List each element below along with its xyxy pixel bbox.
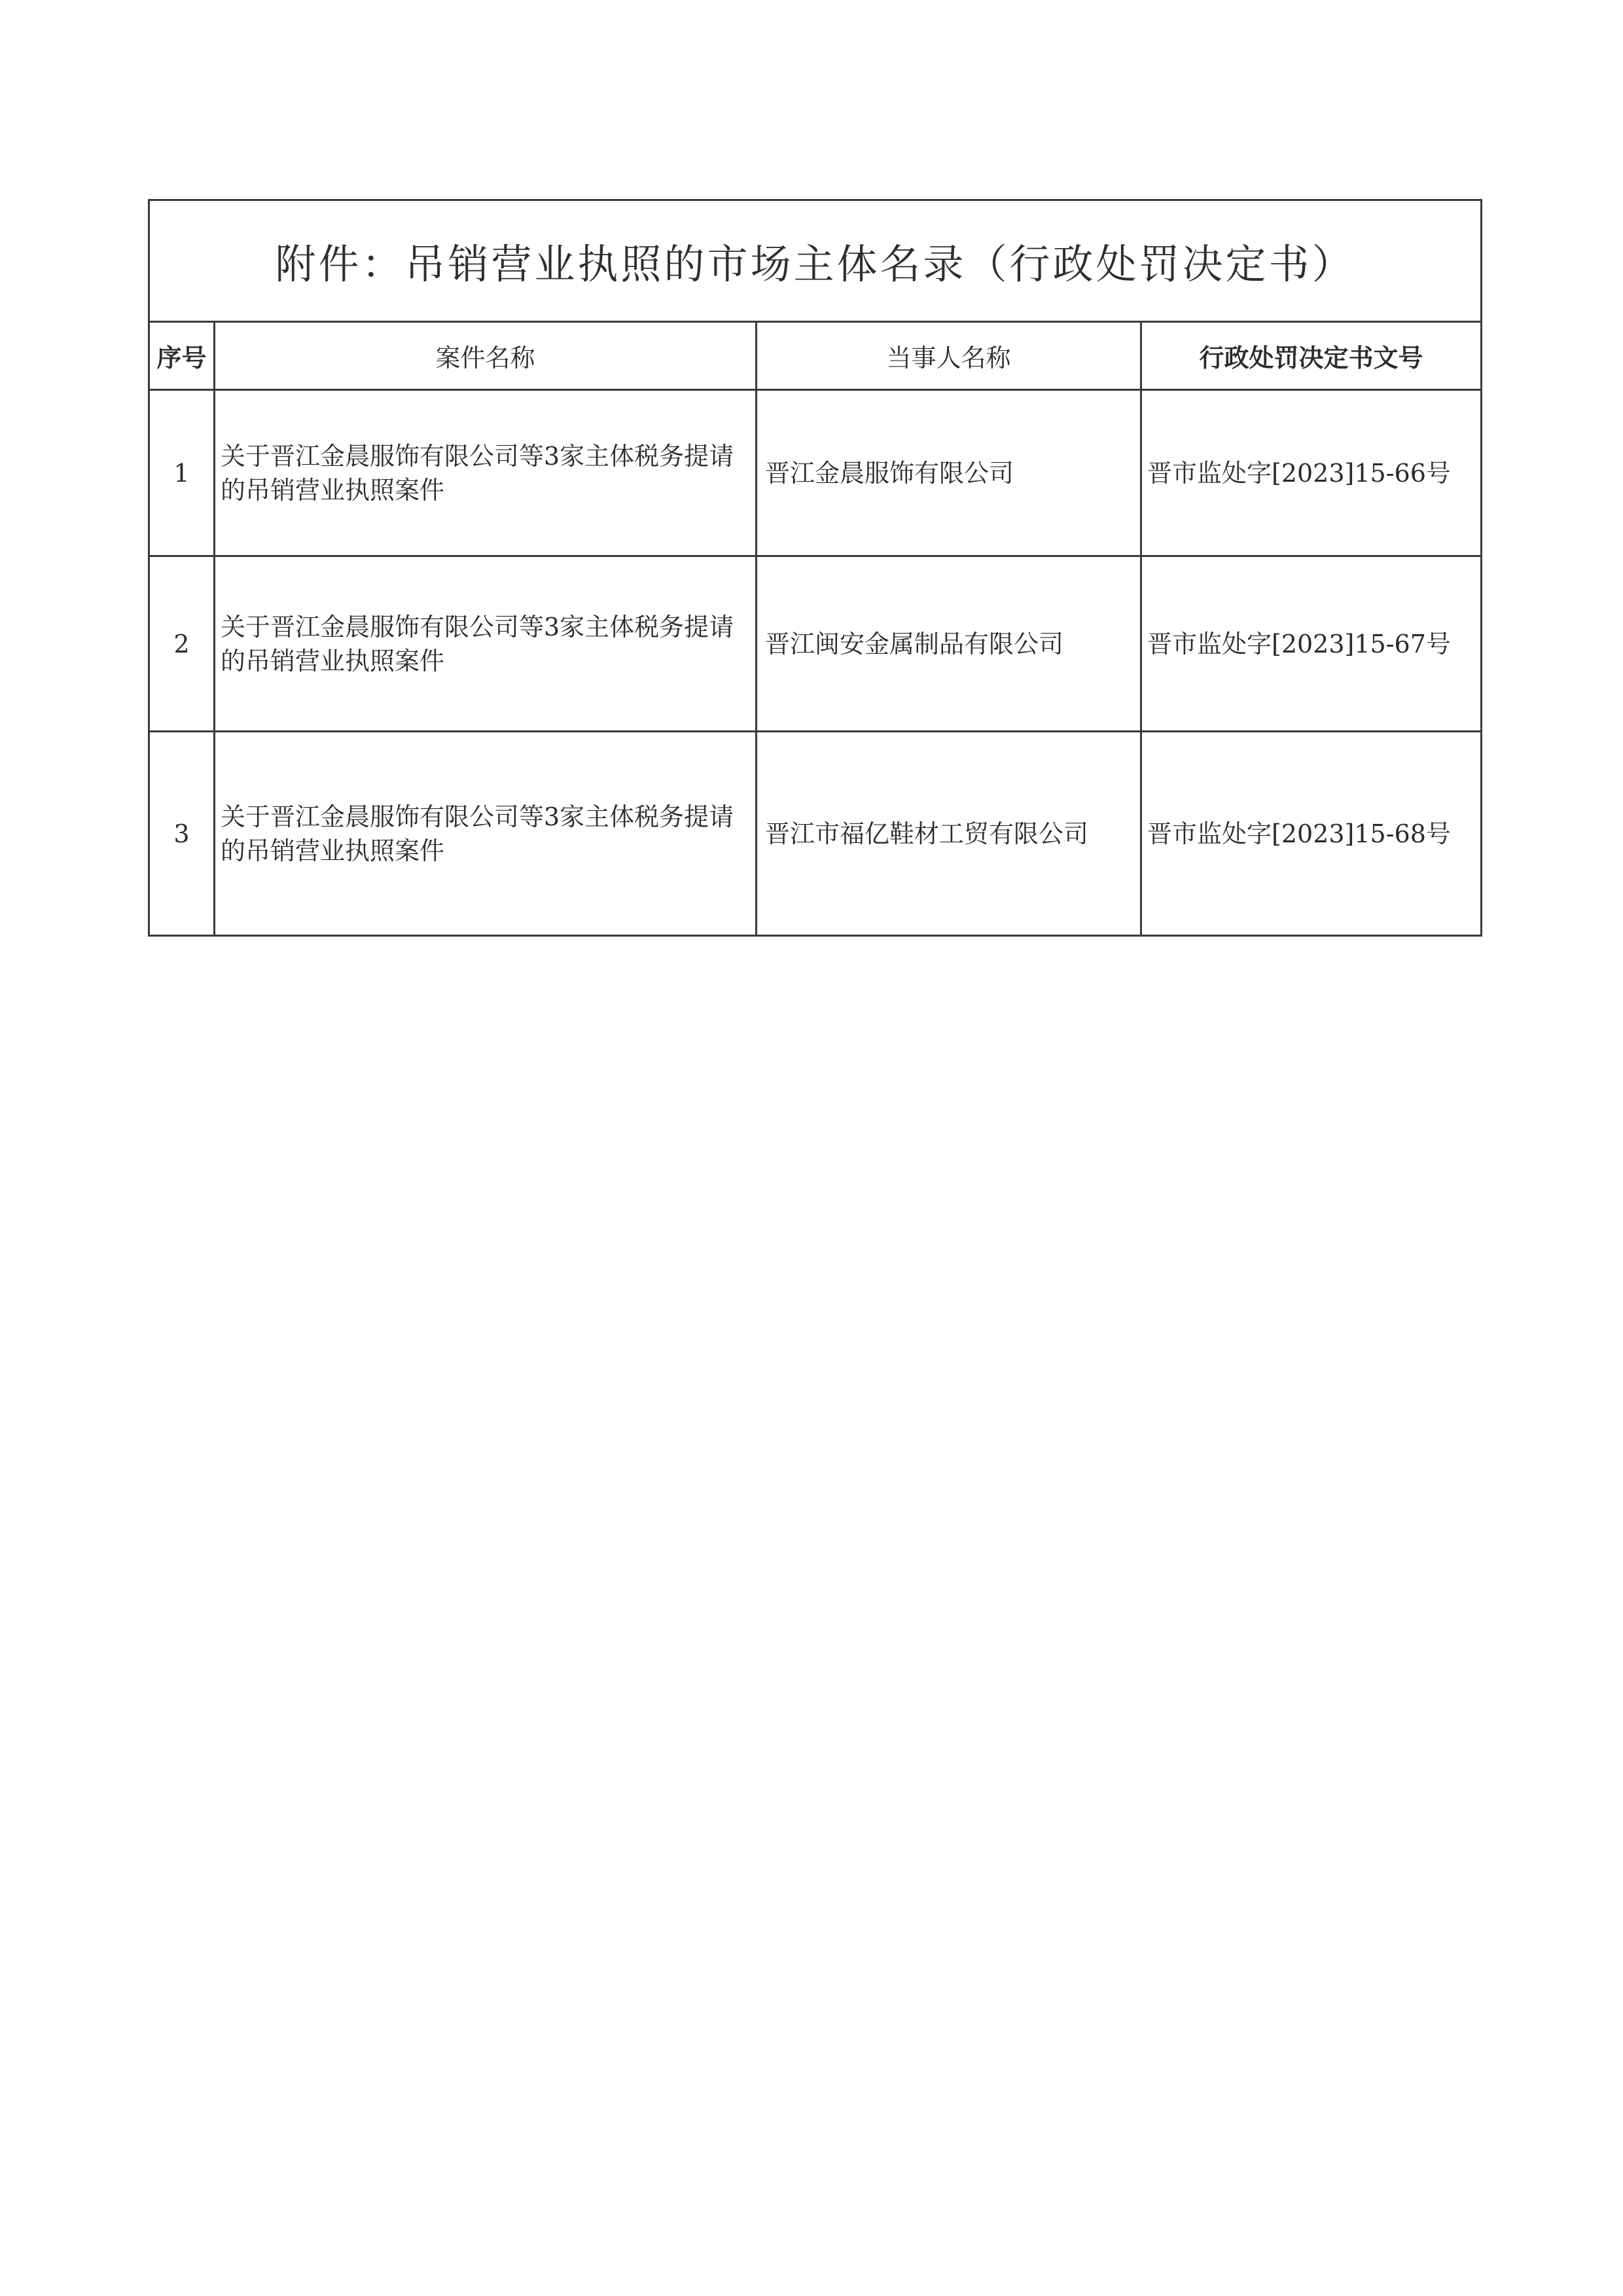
row-case-name: 关于晋江金晨服饰有限公司等3家主体税务提请的吊销营业执照案件 [215, 556, 757, 732]
table-row [149, 732, 1482, 936]
row-decision-number: 晋市监处字[2023]15-66号 [1141, 390, 1482, 556]
header-decision-number: 行政处罚决定书文号 [1141, 322, 1482, 390]
row-serial-number: 1 [149, 390, 215, 556]
row-decision-number: 晋市监处字[2023]15-67号 [1141, 556, 1482, 732]
row-party-name: 晋江闽安金属制品有限公司 [757, 556, 1141, 732]
header-party-name: 当事人名称 [757, 322, 1141, 390]
row-case-name: 关于晋江金晨服饰有限公司等3家主体税务提请的吊销营业执照案件 [215, 390, 757, 556]
row-party-name: 晋江金晨服饰有限公司 [757, 390, 1141, 556]
table-row [149, 556, 1482, 732]
document-title: 附件：吊销营业执照的市场主体名录（行政处罚决定书） [149, 200, 1482, 322]
row-party-name: 晋江市福亿鞋材工贸有限公司 [757, 732, 1141, 936]
table-header-row [149, 322, 1482, 390]
row-decision-number: 晋市监处字[2023]15-68号 [1141, 732, 1482, 936]
roster-table [148, 199, 1482, 937]
header-serial-number: 序号 [149, 322, 215, 390]
table-row [149, 390, 1482, 556]
row-serial-number: 3 [149, 732, 215, 936]
header-case-name: 案件名称 [215, 322, 757, 390]
row-serial-number: 2 [149, 556, 215, 732]
row-case-name: 关于晋江金晨服饰有限公司等3家主体税务提请的吊销营业执照案件 [215, 732, 757, 936]
